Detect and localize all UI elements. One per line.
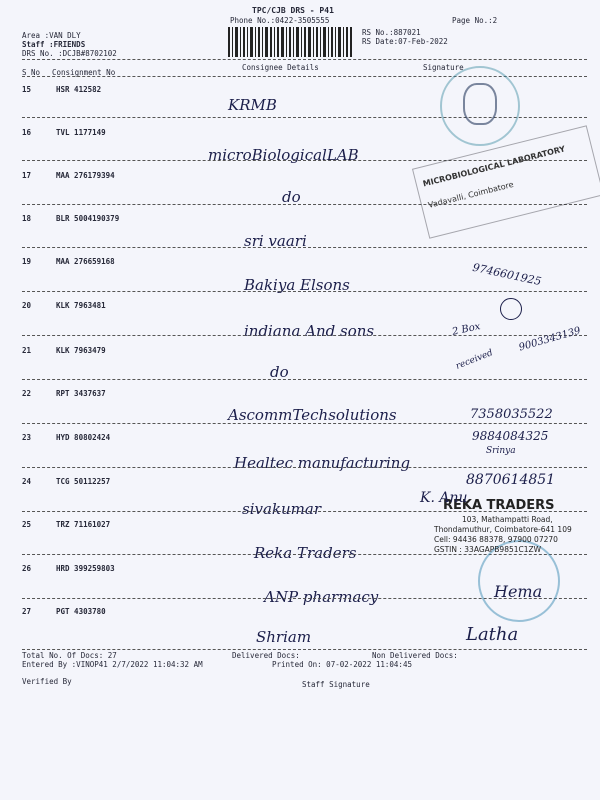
lab-stamp-name: MICROBIOLOGICAL LABORATORY — [421, 144, 567, 189]
row-consignment: TVL 1177149 — [56, 128, 106, 137]
row-consignment: BLR 5004190379 — [56, 214, 120, 223]
row-consignment: HRD 399259803 — [56, 564, 115, 573]
row-sno: 26 — [22, 564, 32, 573]
row-divider — [22, 335, 587, 336]
row-sno: 15 — [22, 85, 32, 94]
signature-name-a: Srinya — [486, 446, 516, 456]
signature-hema: Hema — [494, 582, 543, 601]
row-consignment: HSR 412582 — [56, 85, 102, 94]
row-sno: 17 — [22, 171, 32, 180]
row-sno: 24 — [22, 477, 32, 486]
row-consignment: PGT 4303780 — [56, 607, 106, 616]
row-consignee: do — [270, 363, 289, 381]
row-sno: 23 — [22, 433, 32, 442]
signature-latha: Latha — [466, 624, 519, 645]
row-sno: 19 — [22, 257, 32, 266]
area-label: Area :VAN DLY — [22, 31, 81, 40]
row-divider — [22, 379, 587, 380]
column-consignee: Consignee Details — [242, 63, 319, 72]
phone-note-3: 7358035522 — [470, 407, 553, 422]
phone-note-1: 9746601925 — [471, 260, 543, 289]
row-consignee: Shriam — [256, 628, 312, 646]
row-consignee: microBiologicalLAB — [208, 146, 359, 164]
row-sno: 25 — [22, 520, 32, 529]
header-divider — [22, 59, 587, 60]
reka-stamp-line3: Cell: 94436 88378, 97900 07270 — [434, 535, 558, 544]
phone-note-4: 9884084325 — [472, 429, 549, 443]
row-sno: 27 — [22, 607, 32, 616]
row-divider — [22, 291, 587, 292]
phone-note-2: 9003343139 — [517, 325, 582, 354]
reka-stamp-name: REKA TRADERS — [443, 498, 555, 513]
rs-date: RS Date:07-Feb-2022 — [362, 37, 448, 46]
signature-name-b: K. Anu — [420, 490, 468, 506]
row-divider — [22, 247, 587, 248]
row-consignee: ANP pharmacy — [264, 588, 379, 606]
drs-number: DRS No. :DCJB#8702102 — [22, 49, 117, 58]
row-consignment: TCG 50112257 — [56, 477, 111, 486]
delivered-docs: Delivered Docs: — [232, 651, 300, 660]
row-divider — [22, 423, 587, 424]
lab-stamp — [412, 125, 600, 238]
barcode-graphic — [228, 27, 353, 57]
row-consignee: do — [282, 188, 301, 206]
total-docs: Total No. Of Docs: 27 — [22, 651, 117, 660]
phone-number: Phone No.:0422-3505555 — [230, 16, 330, 25]
staff-signature: Staff Signature — [302, 680, 370, 689]
reka-stamp-line1: 103, Mathampatti Road, — [462, 515, 553, 524]
row-sno: 20 — [22, 301, 32, 310]
footer-divider — [22, 649, 587, 650]
row-consignment: KLK 7963479 — [56, 346, 106, 355]
non-delivered-docs: Non Delivered Docs: — [372, 651, 458, 660]
column-sno: S No — [22, 68, 41, 77]
row-consignment: TRZ 71161027 — [56, 520, 111, 529]
row-sno: 22 — [22, 389, 32, 398]
row-consignee: AscommTechsolutions — [228, 406, 397, 424]
box-note: 2 Box — [451, 321, 482, 338]
verified-by: Verified By — [22, 677, 72, 686]
rs-number: RS No.:887021 — [362, 28, 421, 37]
circled-mark-icon — [500, 298, 522, 320]
row-consignment: HYD 80802424 — [56, 433, 111, 442]
row-sno: 18 — [22, 214, 32, 223]
row-consignee: sri vaari — [244, 232, 307, 250]
received-note: received — [454, 348, 495, 372]
staff-label: Staff :FRIENDS — [22, 40, 86, 49]
row-consignee: Healtec manufacturing — [234, 454, 411, 472]
row-consignment: MAA 276659168 — [56, 257, 115, 266]
row-consignee: Bakiya Elsons — [244, 276, 350, 294]
entered-by: Entered By :VINOP41 2/7/2022 11:04:32 AM — [22, 660, 203, 669]
row-consignment: KLK 7963481 — [56, 301, 106, 310]
row-consignee: indiana And sons — [244, 322, 375, 340]
row-consignee: KRMB — [228, 96, 277, 114]
row-sno: 16 — [22, 128, 32, 137]
row-consignment: RPT 3437637 — [56, 389, 106, 398]
document-title: TPC/CJB DRS - P41 — [252, 6, 334, 15]
column-signature: Signature — [423, 63, 464, 72]
row-consignment: MAA 276179394 — [56, 171, 115, 180]
row-divider — [22, 467, 587, 468]
reka-stamp-line2: Thondamuthur, Coimbatore-641 109 — [434, 525, 572, 534]
page-number: Page No.:2 — [452, 16, 498, 25]
barcode — [228, 27, 353, 57]
lab-stamp-address: Vadavalli, Coimbatore — [427, 179, 515, 210]
row-consignee: Reka Traders — [254, 544, 357, 562]
row-sno: 21 — [22, 346, 32, 355]
printed-on: Printed On: 07-02-2022 11:04:45 — [272, 660, 412, 669]
signature-scribble — [463, 83, 497, 125]
reka-stamp-line4: GSTIN : 33AGAPB9851C1ZW — [434, 545, 542, 554]
column-consignment: Consignment No — [52, 68, 116, 77]
phone-note-5: 8870614851 — [466, 472, 556, 488]
row-consignee: sivakumar — [242, 500, 321, 518]
